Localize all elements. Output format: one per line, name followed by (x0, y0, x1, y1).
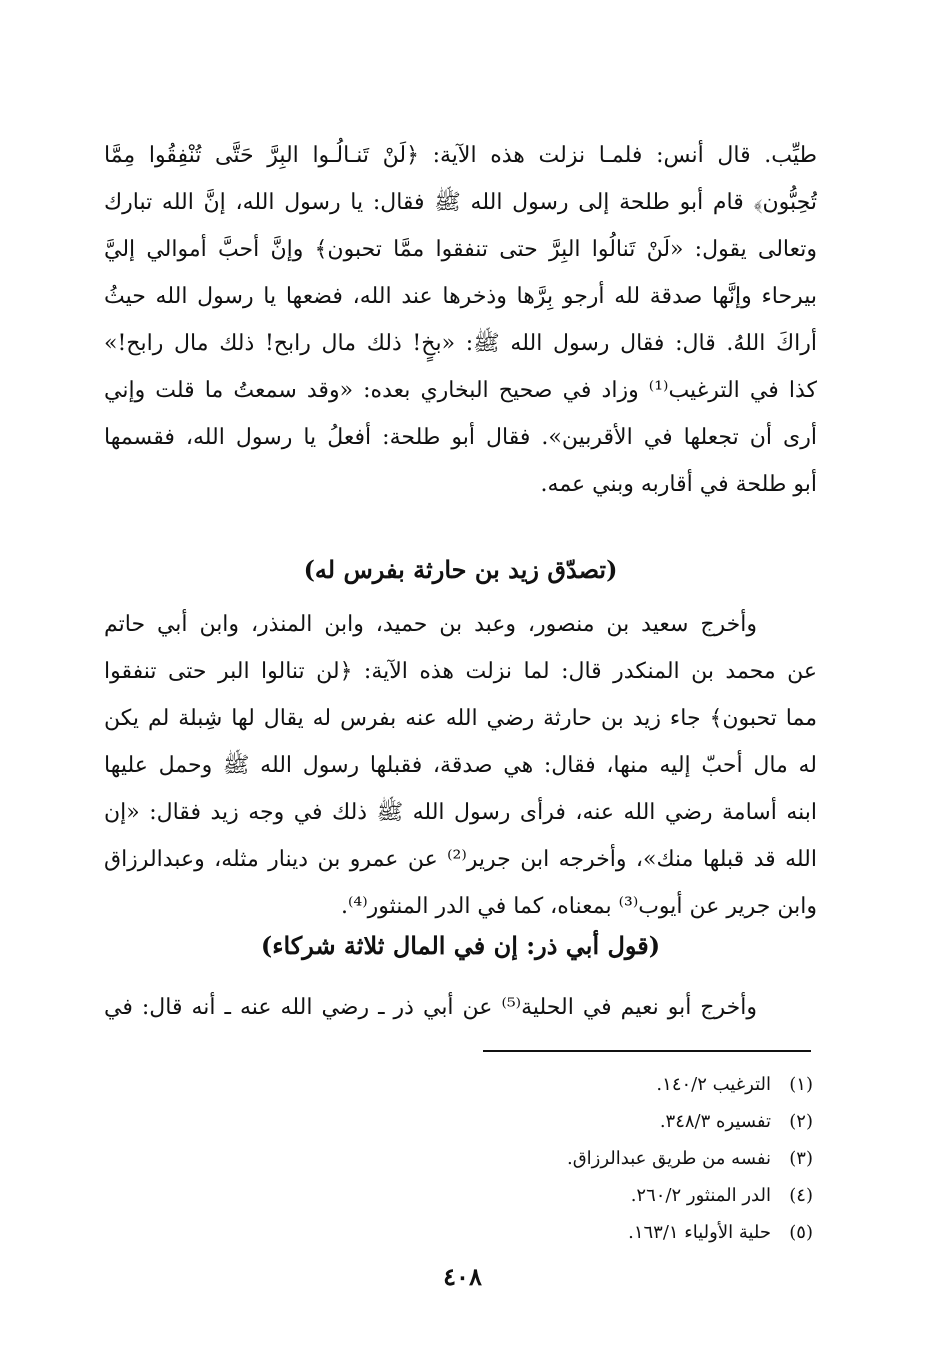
text-line: مما تحبون﴾ جاء زيد بن حارثة رضي الله عنه بفرس له يقال لها شِبلة لم يكن (104, 706, 817, 731)
text-line: عن محمد بن المنكدر قال: لما نزلت هذه الآية: ﴿لن تنالوا البر حتى تنفقوا (104, 659, 817, 684)
footnote-text: تفسيره ٣٤٨/٣. (659, 1111, 771, 1132)
text-line: ابنه أسامة رضي الله عنه، فرأى رسول الله ﷺ ذلك في وجه زيد فقال: «إن (104, 800, 817, 825)
footnote (393, 1066, 813, 1103)
footnote-number: (٢) (789, 1111, 813, 1132)
text-line: أرى أن تجعلها في الأقربين». فقال أبو طلحة: أفعلُ يا رسول الله، فقسمها (104, 425, 817, 450)
text-line: وأخرج أبو نعيم في الحلية⁽⁵⁾ عن أبي ذر ـ رضي الله عنه ـ أنه قال: في (104, 995, 757, 1020)
footnote-text: نفسه من طريق عبدالرزاق. (566, 1148, 771, 1169)
footnote (393, 1214, 813, 1251)
paragraph-abu-dharr (104, 984, 817, 1031)
text-line: طيِّب. قال أنس: فلمـا نزلت هذه الآية: ﴿لَنْ تَنـالُـوا البِرَّ حَتَّى تُنْفِقُوا مِمَّا (104, 143, 817, 168)
paragraph-zaid (104, 601, 817, 930)
footnote-text: الدر المنثور ٢٦٠/٢. (630, 1185, 771, 1206)
text-line: أراكَ اللهُ. قال: فقال رسول الله ﷺ: «بخٍ! ذلك مال رابح! ذلك مال رابح!» (104, 331, 817, 356)
footnote (393, 1140, 813, 1177)
footnote-separator (483, 1050, 811, 1052)
text-line: بيرحاء وإنَّها صدقة لله أرجو بِرَّها وذخرها عند الله، فضعها يا رسول الله حيثُ (104, 284, 817, 309)
text-line: الله قد قبلها منك»، وأخرجه ابن جرير⁽²⁾ عن عمرو بن دينار مثله، وعبدالرزاق (104, 847, 817, 872)
footnote-number: (٤) (789, 1185, 813, 1206)
text-line: وتعالى يقول: «لَنْ تَنالُوا البِرَّ حتى تنفقوا ممَّا تحبون﴾ وإنَّ أحبَّ أموالي إليَّ (104, 237, 817, 262)
footnote-text: الترغيب ١٤٠/٢. (656, 1074, 771, 1095)
text-line: تُحِبُّون﴾ قام أبو طلحة إلى رسول الله ﷺ فقال: يا رسول الله، إنَّ الله تبارك (104, 190, 817, 215)
page-number: ٤٠٨ (443, 1262, 482, 1291)
text-line: كذا في الترغيب⁽¹⁾ وزاد في صحيح البخاري بعده: «وقد سمعتُ ما قلت وإني (104, 378, 817, 403)
footnote-number: (١) (789, 1074, 813, 1095)
paragraph-abu-talha (104, 132, 817, 508)
section-heading-abu-dharr: (قول أبي ذر: إن في المال ثلاثة شركاء) (260, 931, 661, 960)
text-line: أبو طلحة في أقاربه وبني عمه. (540, 472, 817, 497)
footnotes (393, 1066, 813, 1251)
footnote (393, 1103, 813, 1140)
section-heading-zaid: (تصدّق زيد بن حارثة بفرس له) (303, 555, 618, 584)
footnote-text: حلية الأولياء ١٦٣/١. (628, 1222, 771, 1243)
text-line: وابن جرير عن أيوب⁽³⁾ بمعناه، كما في الدر المنثور⁽⁴⁾. (341, 894, 817, 919)
text-line: له مال أحبّ إليه منها، فقال: هي صدقة، فقبلها رسول الله ﷺ وحمل عليها (104, 753, 817, 778)
footnote-number: (٥) (789, 1222, 813, 1243)
footnote-number: (٣) (789, 1148, 813, 1169)
footnote (393, 1177, 813, 1214)
text-line: وأخرج سعيد بن منصور، وعبد بن حميد، وابن المنذر، وابن أبي حاتم (104, 612, 757, 637)
